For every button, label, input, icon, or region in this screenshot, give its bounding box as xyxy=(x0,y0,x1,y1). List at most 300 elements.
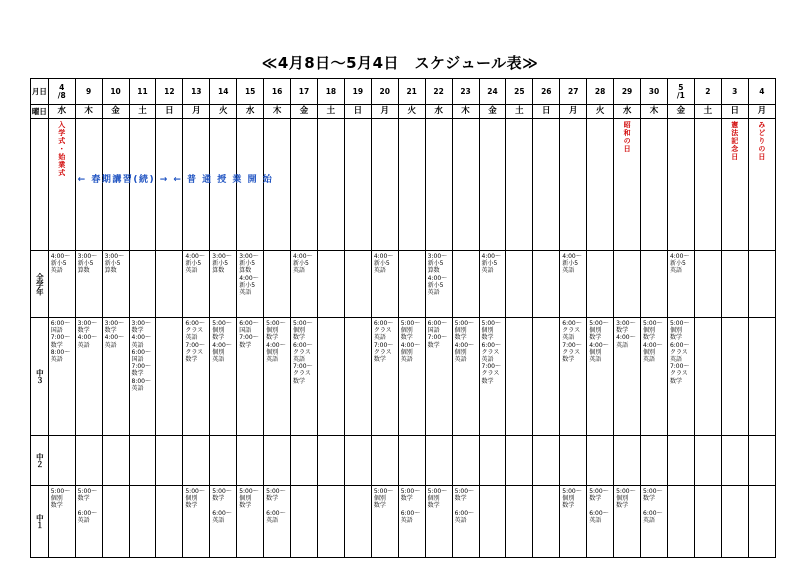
event-label: 憲法記念日 xyxy=(730,121,739,161)
regular-classes-banner: ← 普 通 授 業 開 始 xyxy=(173,175,274,185)
schedule-cell xyxy=(129,251,156,318)
schedule-line: クラス xyxy=(373,348,392,356)
schedule-line: 個別 xyxy=(373,495,386,503)
schedule-line: 数学 xyxy=(481,377,494,385)
schedule-cell xyxy=(614,318,641,436)
schedule-cell xyxy=(614,436,641,486)
schedule-line: 6:00～ xyxy=(589,509,609,517)
schedule-line: 6:00～ xyxy=(454,509,475,517)
schedule-cell xyxy=(667,486,694,558)
schedule-line: クラス xyxy=(669,348,688,356)
schedule-line: 5:00～ xyxy=(266,488,286,495)
schedule-line: 8:00～ xyxy=(50,348,71,356)
schedule-line: 数学 xyxy=(212,495,225,503)
date-cell: 29 xyxy=(614,79,641,105)
event-cell xyxy=(48,119,75,251)
event-cell xyxy=(721,119,748,251)
date-cell: 4 xyxy=(748,79,775,105)
schedule-line: 個別 xyxy=(212,327,225,335)
row-label: 全学年 xyxy=(31,251,49,318)
schedule-line: 5:00～ xyxy=(669,320,690,327)
schedule-line: 英語 xyxy=(400,516,413,524)
schedule-cell xyxy=(102,436,129,486)
schedule-line: 個別 xyxy=(239,495,252,503)
schedule-line: 5:00～ xyxy=(481,320,501,327)
schedule-cell xyxy=(587,251,614,318)
schedule-line: 英語 xyxy=(293,356,306,364)
schedule-line: 英語 xyxy=(293,267,306,275)
schedule-line: 4:00～ xyxy=(454,341,475,349)
schedule-cell xyxy=(667,318,694,436)
schedule-line: 数学 xyxy=(104,327,117,335)
schedule-line: 4:00～ xyxy=(77,334,98,342)
schedule-line: 6:00～ xyxy=(562,320,582,327)
schedule-cell xyxy=(291,436,318,486)
schedule-line: 英語 xyxy=(131,384,144,392)
schedule-cell xyxy=(264,486,291,558)
schedule-line: 5:00～ xyxy=(427,488,448,495)
date-cell: 4 /8 xyxy=(48,79,75,105)
schedule-cell xyxy=(667,251,694,318)
schedule-line: 5:00～ xyxy=(400,320,421,327)
schedule-line: 4:00～ xyxy=(266,341,286,349)
schedule-line: 数学 xyxy=(185,502,198,510)
schedule-line: 新小5 xyxy=(562,260,579,268)
schedule-cell xyxy=(210,486,237,558)
dates-row xyxy=(31,79,776,105)
schedule-cell xyxy=(371,436,398,486)
weekday-cell: 月 xyxy=(560,105,587,119)
schedule-line: 数学 xyxy=(616,327,629,335)
schedule-cell xyxy=(614,486,641,558)
schedule-line: 5:00～ xyxy=(454,488,475,495)
event-cell xyxy=(533,119,560,251)
row-label: 中１ xyxy=(31,486,49,558)
schedule-cell xyxy=(75,251,102,318)
schedule-cell xyxy=(560,318,587,436)
schedule-line: 6:00～ xyxy=(643,509,663,517)
schedule-line: 英語 xyxy=(104,341,117,349)
schedule-line: 新小5 xyxy=(77,260,94,268)
schedule-line xyxy=(455,502,479,509)
schedule-line xyxy=(401,502,425,509)
schedule-cell xyxy=(156,251,183,318)
schedule-cell xyxy=(317,251,344,318)
schedule-line: 4:00～ xyxy=(616,334,636,342)
schedule-cell xyxy=(183,436,210,486)
schedule-line: 数学 xyxy=(77,327,90,335)
schedule-line: 個別 xyxy=(454,327,467,335)
schedule-cell xyxy=(614,251,641,318)
schedule-line: 6:00～ xyxy=(77,509,98,517)
schedule-line: 5:00～ xyxy=(643,320,663,327)
schedule-cell xyxy=(452,251,479,318)
schedule-cell xyxy=(425,251,452,318)
weekday-cell: 日 xyxy=(721,105,748,119)
schedule-line: 6:00～ xyxy=(266,509,286,517)
schedule-line: 5:00～ xyxy=(589,320,609,327)
schedule-line: 数学 xyxy=(562,502,575,510)
schedule-line: 個別 xyxy=(266,348,279,356)
weekday-cell: 水 xyxy=(425,105,452,119)
schedule-line: 新小5 xyxy=(669,260,686,268)
schedule-line: 算数 xyxy=(239,267,252,275)
schedule-cell xyxy=(748,318,775,436)
schedule-cell xyxy=(317,318,344,436)
schedule-line: 数学 xyxy=(454,334,467,342)
schedule-cell xyxy=(344,486,371,558)
schedule-cell xyxy=(641,251,668,318)
date-cell: 30 xyxy=(641,79,668,105)
weekday-cell: 木 xyxy=(75,105,102,119)
schedule-cell xyxy=(102,486,129,558)
schedule-line: 7:00～ xyxy=(373,341,394,349)
schedule-line: クラス xyxy=(185,348,204,356)
schedule-line: クラス xyxy=(185,327,204,335)
schedule-cell xyxy=(48,318,75,436)
schedule-cell xyxy=(344,251,371,318)
schedule-line: 国語 xyxy=(239,327,252,335)
schedule-cell xyxy=(748,251,775,318)
schedule-line: 4:00～ xyxy=(212,341,232,349)
schedule-cell xyxy=(398,318,425,436)
schedule-cell xyxy=(129,436,156,486)
schedule-line: 新小5 xyxy=(481,260,498,268)
schedule-cell xyxy=(694,486,721,558)
schedule-cell xyxy=(48,251,75,318)
schedule-line: 3:00～ xyxy=(131,320,151,327)
schedule-line: 数学 xyxy=(400,495,413,503)
schedule-line: 数学 xyxy=(239,502,252,510)
schedule-line: 個別 xyxy=(185,495,198,503)
schedule-line xyxy=(212,502,236,509)
date-cell: 20 xyxy=(371,79,398,105)
event-cell xyxy=(694,119,721,251)
date-cell: 19 xyxy=(344,79,371,105)
date-cell: 2 xyxy=(694,79,721,105)
date-cell: 18 xyxy=(317,79,344,105)
schedule-line: 英語 xyxy=(212,356,225,364)
weekday-cell: 日 xyxy=(533,105,560,119)
schedule-line: 個別 xyxy=(669,327,682,335)
event-cell xyxy=(75,119,169,251)
schedule-line: 数学 xyxy=(616,502,629,510)
row-label: 中２ xyxy=(31,436,49,486)
schedule-line: 数学 xyxy=(481,334,494,342)
schedule-cell xyxy=(156,436,183,486)
schedule-line: 7:00～ xyxy=(427,334,448,342)
schedule-line: 英語 xyxy=(454,356,467,364)
row-label: 中３ xyxy=(31,318,49,436)
row-label xyxy=(31,119,49,251)
schedule-line: 個別 xyxy=(616,495,629,503)
schedule-line: 新小5 xyxy=(104,260,121,268)
schedule-line: 4:00～ xyxy=(185,253,205,260)
schedule-line: 数学 xyxy=(373,502,386,510)
schedule-line: 英語 xyxy=(50,356,63,364)
page-title: ≪4月8日～5月4日 スケジュール表≫ xyxy=(261,54,539,72)
schedule-row-c2 xyxy=(31,436,776,486)
date-cell: 10 xyxy=(102,79,129,105)
schedule-cell xyxy=(479,436,506,486)
date-cell: 12 xyxy=(156,79,183,105)
schedule-row-c1 xyxy=(31,486,776,558)
schedule-line: 6:00～ xyxy=(239,320,259,327)
event-cell xyxy=(317,119,344,251)
schedule-cell xyxy=(479,251,506,318)
schedule-line: 6:00～ xyxy=(131,348,151,356)
weekday-cell: 土 xyxy=(317,105,344,119)
schedule-line: 6:00～ xyxy=(212,509,232,517)
schedule-line: 個別 xyxy=(400,348,413,356)
schedule-cell xyxy=(237,436,264,486)
weekday-cell: 金 xyxy=(291,105,318,119)
schedule-line: 英語 xyxy=(669,267,682,275)
schedule-line: 英語 xyxy=(266,356,279,364)
date-cell: 27 xyxy=(560,79,587,105)
schedule-line: 英語 xyxy=(589,356,602,364)
schedule-cell xyxy=(291,251,318,318)
schedule-row-c3 xyxy=(31,318,776,436)
schedule-cell xyxy=(75,436,102,486)
schedule-cell xyxy=(210,436,237,486)
schedule-line: 個別 xyxy=(562,495,575,503)
schedule-cell xyxy=(210,318,237,436)
date-cell: 9 xyxy=(75,79,102,105)
schedule-line: 数学 xyxy=(589,334,602,342)
schedule-cell xyxy=(748,486,775,558)
schedule-line: 数学 xyxy=(643,334,656,342)
schedule-line: 7:00～ xyxy=(562,341,582,349)
schedule-cell xyxy=(533,251,560,318)
schedule-line: 英語 xyxy=(589,516,602,524)
event-cell xyxy=(398,119,425,251)
schedule-line: 英語 xyxy=(400,356,413,364)
schedule-cell xyxy=(587,318,614,436)
schedule-cell xyxy=(264,251,291,318)
schedule-cell xyxy=(425,436,452,486)
schedule-line: 英語 xyxy=(239,289,252,297)
weekdays-row xyxy=(31,105,776,119)
schedule-line: 数学 xyxy=(669,334,682,342)
schedule-line: クラス xyxy=(562,327,581,335)
schedule-cell xyxy=(667,436,694,486)
schedule-line: 英語 xyxy=(50,267,63,275)
schedule-line: 5:00～ xyxy=(562,488,582,495)
schedule-cell xyxy=(48,486,75,558)
schedule-line: 個別 xyxy=(643,327,656,335)
schedule-line: 6:00～ xyxy=(481,341,501,349)
schedule-line: 数学 xyxy=(562,356,575,364)
schedule-cell xyxy=(587,436,614,486)
schedule-line: クラス xyxy=(481,370,500,378)
schedule-line: 4:00～ xyxy=(643,341,663,349)
spring-course-banner: ← 春期講習(続) → xyxy=(77,175,169,185)
weekday-cell: 土 xyxy=(129,105,156,119)
schedule-cell xyxy=(156,318,183,436)
schedule-cell xyxy=(533,486,560,558)
schedule-line: 5:00～ xyxy=(212,320,232,327)
schedule-line: 数学 xyxy=(454,495,467,503)
event-cell xyxy=(371,119,398,251)
schedule-line: 個別 xyxy=(481,327,494,335)
schedule-line: 5:00～ xyxy=(454,320,475,327)
weekday-cell: 土 xyxy=(694,105,721,119)
weekday-cell: 水 xyxy=(614,105,641,119)
schedule-line: 5:00～ xyxy=(373,488,394,495)
schedule-cell xyxy=(748,436,775,486)
schedule-line: 6:00～ xyxy=(400,509,421,517)
schedule-line: 算数 xyxy=(104,267,117,275)
schedule-cell xyxy=(75,486,102,558)
schedule-line: 数学 xyxy=(643,495,656,503)
schedule-cell xyxy=(264,318,291,436)
schedule-cell xyxy=(156,486,183,558)
schedule-line: 個別 xyxy=(212,348,225,356)
schedule-cell xyxy=(237,251,264,318)
schedule-cell xyxy=(183,486,210,558)
row-label: 月日 xyxy=(31,79,49,105)
schedule-line: 新小5 xyxy=(373,260,390,268)
schedule-line: 新小5 xyxy=(185,260,202,268)
date-cell: 25 xyxy=(506,79,533,105)
schedule-line: 5:00～ xyxy=(50,488,71,495)
schedule-cell xyxy=(479,318,506,436)
schedule-line: 英語 xyxy=(373,334,386,342)
schedule-line: 4:00～ xyxy=(562,253,582,260)
schedule-line: 国語 xyxy=(131,356,144,364)
schedule-cell xyxy=(560,436,587,486)
schedule-line: 算数 xyxy=(427,267,440,275)
schedule-line: 3:00～ xyxy=(427,253,448,260)
weekday-cell: 木 xyxy=(452,105,479,119)
schedule-cell xyxy=(641,436,668,486)
date-cell: 22 xyxy=(425,79,452,105)
event-cell xyxy=(506,119,533,251)
schedule-cell xyxy=(371,251,398,318)
schedule-line: 5:00～ xyxy=(400,488,421,495)
schedule-line: 個別 xyxy=(589,327,602,335)
date-cell: 3 xyxy=(721,79,748,105)
schedule-line: 新小5 xyxy=(427,260,444,268)
event-cell xyxy=(102,119,129,251)
schedule-line: 7:00～ xyxy=(669,363,690,371)
schedule-line: 算数 xyxy=(77,267,90,275)
schedule-line: 7:00～ xyxy=(481,363,501,371)
schedule-line: 数学 xyxy=(266,495,279,503)
schedule-line: 3:00～ xyxy=(77,253,98,260)
date-cell: 23 xyxy=(452,79,479,105)
date-cell: 21 xyxy=(398,79,425,105)
schedule-line: 新小5 xyxy=(50,260,67,268)
schedule-line: 数学 xyxy=(239,341,252,349)
schedule-line: 数学 xyxy=(77,495,90,503)
schedule-cell xyxy=(452,318,479,436)
schedule-line: 英語 xyxy=(266,516,279,524)
schedule-cell xyxy=(721,318,748,436)
schedule-cell xyxy=(694,318,721,436)
weekday-cell: 火 xyxy=(398,105,425,119)
weekday-cell: 月 xyxy=(748,105,775,119)
schedule-line: 4:00～ xyxy=(589,341,609,349)
schedule-cell xyxy=(183,251,210,318)
schedule-line xyxy=(643,502,667,509)
schedule-cell xyxy=(560,251,587,318)
schedule-line: 数学 xyxy=(400,334,413,342)
schedule-line: 英語 xyxy=(185,267,198,275)
schedule-line: 英語 xyxy=(185,334,198,342)
schedule-cell xyxy=(452,436,479,486)
event-cell xyxy=(614,119,641,251)
date-cell: 17 xyxy=(291,79,318,105)
schedule-line: 4:00～ xyxy=(50,253,71,260)
schedule-cell xyxy=(75,318,102,436)
schedule-cell xyxy=(452,486,479,558)
event-cell xyxy=(452,119,479,251)
date-cell: 26 xyxy=(533,79,560,105)
schedule-line: 4:00～ xyxy=(239,274,259,282)
weekday-cell: 水 xyxy=(48,105,75,119)
schedule-cell xyxy=(587,486,614,558)
schedule-cell xyxy=(291,318,318,436)
schedule-line: 7:00～ xyxy=(185,341,205,349)
schedule-line: 英語 xyxy=(643,516,656,524)
event-cell xyxy=(344,119,371,251)
schedule-line: クラス xyxy=(293,370,311,378)
schedule-line: 数学 xyxy=(185,356,198,364)
schedule-line: 4:00～ xyxy=(373,253,394,260)
schedule-line: 新小5 xyxy=(293,260,309,268)
schedule-cell xyxy=(506,486,533,558)
schedule-line: 数学 xyxy=(50,502,63,510)
schedule-line xyxy=(589,502,613,509)
weekday-cell: 月 xyxy=(371,105,398,119)
schedule-line: 5:00～ xyxy=(643,488,663,495)
schedule-line: 4:00～ xyxy=(293,253,313,260)
date-cell: 16 xyxy=(264,79,291,105)
schedule-line: 英語 xyxy=(131,341,144,349)
schedule-line: 英語 xyxy=(77,341,90,349)
weekday-cell: 日 xyxy=(344,105,371,119)
schedule-line: 英語 xyxy=(562,267,575,275)
date-cell: 15 xyxy=(237,79,264,105)
schedule-line: 個別 xyxy=(454,348,467,356)
schedule-line: 英語 xyxy=(669,356,682,364)
weekday-cell: 土 xyxy=(506,105,533,119)
schedule-line: 個別 xyxy=(293,327,306,335)
schedule-cell xyxy=(102,318,129,436)
schedule-line: 4:00～ xyxy=(131,334,151,342)
schedule-line: 新小5 xyxy=(427,281,444,289)
schedule-line: 7:00～ xyxy=(50,334,71,342)
schedule-line: 3:00～ xyxy=(104,253,125,260)
schedule-line: 算数 xyxy=(212,267,225,275)
schedule-line: 英語 xyxy=(562,334,575,342)
schedule-line: 4:00～ xyxy=(669,253,690,260)
schedule-line: 8:00～ xyxy=(131,377,151,385)
schedule-cell xyxy=(344,318,371,436)
schedule-line: クラス xyxy=(373,327,392,335)
schedule-cell xyxy=(129,486,156,558)
schedule-line: 7:00～ xyxy=(293,363,313,371)
weekday-cell: 金 xyxy=(479,105,506,119)
schedule-line: 4:00～ xyxy=(104,334,125,342)
row-label: 曜日 xyxy=(31,105,49,119)
event-cell xyxy=(210,119,237,251)
schedule-cell xyxy=(506,436,533,486)
event-label: 昭和の日 xyxy=(623,121,632,153)
schedule-line: 7:00～ xyxy=(239,334,259,342)
